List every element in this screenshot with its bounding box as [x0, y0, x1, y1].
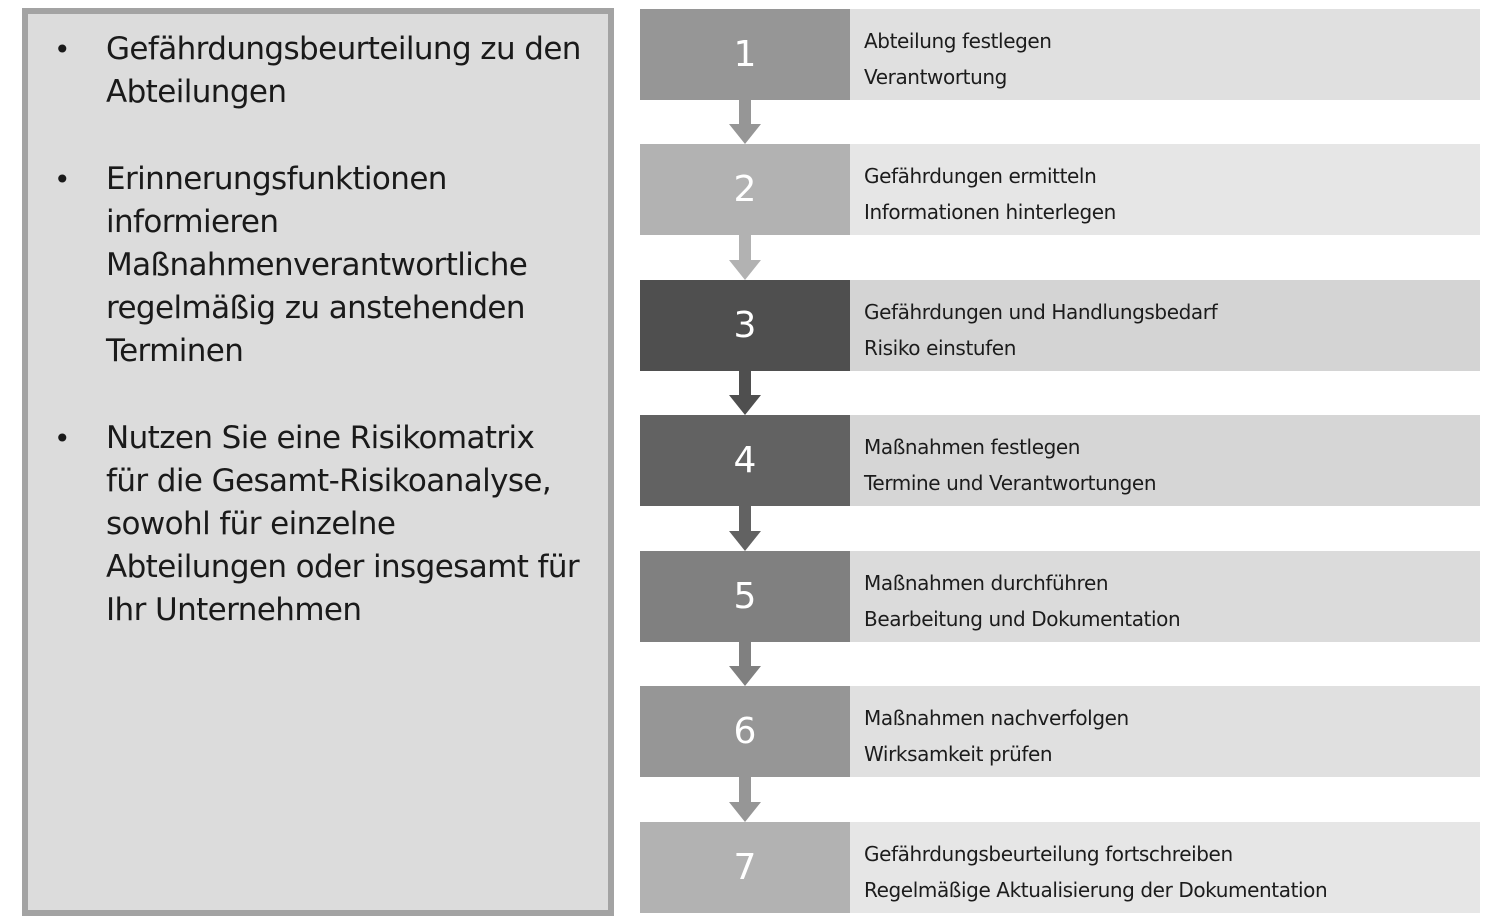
bullet-icon: • — [54, 163, 70, 196]
arrow-down-icon — [729, 642, 761, 686]
step-subtitle: Informationen hinterlegen — [864, 200, 1116, 224]
step-title: Maßnahmen nachverfolgen — [864, 706, 1129, 730]
arrow-down-icon — [729, 371, 761, 415]
arrow-down-icon — [729, 235, 761, 280]
step-subtitle: Risiko einstufen — [864, 336, 1016, 360]
step-description — [850, 280, 1480, 371]
bullet-item — [42, 417, 582, 632]
step-number: 4 — [640, 415, 850, 506]
step-number: 7 — [640, 822, 850, 913]
step-title: Gefährdungen ermitteln — [864, 164, 1097, 188]
step-subtitle: Verantwortung — [864, 65, 1007, 89]
step-description — [850, 686, 1480, 777]
bullet-list — [42, 28, 582, 676]
step-number: 2 — [640, 144, 850, 235]
step-subtitle: Wirksamkeit prüfen — [864, 742, 1053, 766]
bullet-item — [42, 28, 582, 114]
step-title: Gefährdungsbeurteilung fortschreiben — [864, 842, 1233, 866]
step-title: Abteilung festlegen — [864, 29, 1052, 53]
process-step-4 — [640, 415, 1480, 506]
step-description — [850, 551, 1480, 642]
bullet-text: Nutzen Sie eine Risikomatrix für die Gesamt-Risikoanalyse, sowohl für einzelne Abteilungen oder insgesamt für Ihr Unternehmen — [106, 420, 580, 628]
step-subtitle: Regelmäßige Aktualisierung der Dokumentation — [864, 878, 1328, 902]
process-step-5 — [640, 551, 1480, 642]
info-panel — [22, 8, 614, 916]
step-subtitle: Termine und Verantwortungen — [864, 471, 1157, 495]
arrow-down-icon — [729, 100, 761, 144]
bullet-text: Erinnerungsfunktionen informieren Maßnahmenverantwortliche regelmäßig zu anstehenden Terminen — [106, 161, 528, 369]
process-step-3 — [640, 280, 1480, 371]
process-step-6 — [640, 686, 1480, 777]
arrow-down-icon — [729, 506, 761, 551]
step-title: Maßnahmen festlegen — [864, 435, 1081, 459]
process-step-7 — [640, 822, 1480, 913]
step-title: Gefährdungen und Handlungsbedarf — [864, 300, 1218, 324]
step-description — [850, 9, 1480, 100]
arrow-down-icon — [729, 777, 761, 822]
bullet-text: Gefährdungsbeurteilung zu den Abteilungen — [106, 31, 581, 110]
bullet-icon: • — [54, 422, 70, 455]
step-description — [850, 415, 1480, 506]
bullet-icon: • — [54, 33, 70, 66]
step-number: 5 — [640, 551, 850, 642]
process-step-2 — [640, 144, 1480, 235]
step-title: Maßnahmen durchführen — [864, 571, 1109, 595]
step-number: 3 — [640, 280, 850, 371]
step-subtitle: Bearbeitung und Dokumentation — [864, 607, 1181, 631]
step-description — [850, 144, 1480, 235]
process-flow — [640, 0, 1480, 924]
step-number: 1 — [640, 9, 850, 100]
process-step-1 — [640, 9, 1480, 100]
step-number: 6 — [640, 686, 850, 777]
step-description — [850, 822, 1480, 913]
bullet-item — [42, 158, 582, 373]
